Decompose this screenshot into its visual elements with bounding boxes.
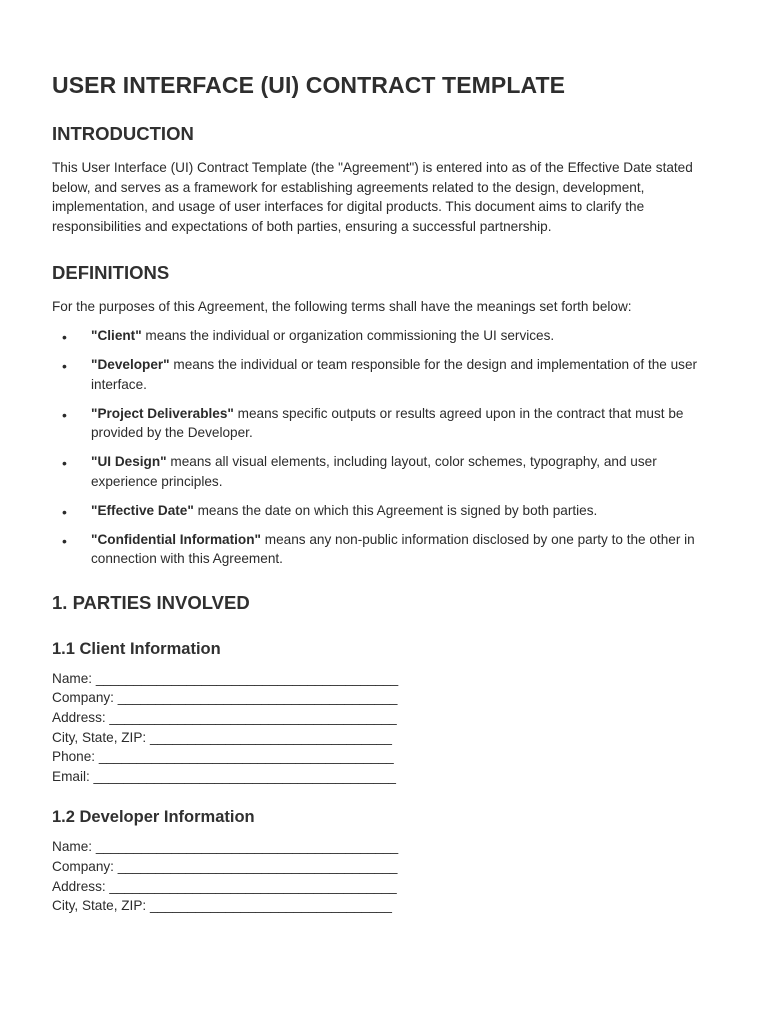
definition-text: means all visual elements, including layout, color schemes, typography, and user experience principles. [91, 454, 657, 489]
definitions-heading: DEFINITIONS [52, 262, 170, 284]
bullet-icon: • [62, 357, 67, 374]
developer-company-field[interactable]: Company: _____________________________________ [52, 859, 398, 875]
introduction-paragraph: This User Interface (UI) Contract Template (the "Agreement") is entered into as of the Effective Date stated below, and serves as a framework for establishing agreements related to the design, development, implementation, and usage of user interfaces for digital products. This document aims to clarify the responsibilities and expectations of both parties, ensuring a successful partnership. [52, 160, 693, 234]
developer-address-field[interactable]: Address: ______________________________________ [52, 878, 397, 894]
definition-text: means the individual or organization commissioning the UI services. [141, 327, 555, 343]
client-address-field[interactable]: Address: ______________________________________ [52, 710, 397, 726]
definition-text: means any non-public information disclosed by one party to the other in connection with this Agreement. [91, 531, 695, 567]
definition-item-ui-design [52, 452, 718, 491]
definitions-list [52, 326, 718, 569]
definition-item-effective-date [52, 501, 718, 521]
definition-text: means specific outputs or results agreed upon in the contract that must be provided by the Developer. [91, 405, 684, 441]
definition-text: means the date on which this Agreement is signed by both parties. [193, 502, 598, 518]
developer-info-heading: 1.2 Developer Information [52, 808, 255, 827]
client-company-field[interactable]: Company: _____________________________________ [52, 690, 398, 706]
document-title: USER INTERFACE (UI) CONTRACT TEMPLATE [52, 72, 566, 98]
definition-term: "Effective Date" [91, 502, 194, 518]
client-city-state-zip-field[interactable]: City, State, ZIP: ________________________________ [52, 729, 392, 745]
parties-heading: 1. PARTIES INVOLVED [52, 591, 250, 613]
definition-item-client [52, 326, 718, 346]
definition-item-confidential-information [52, 530, 718, 569]
client-info-fields [52, 669, 718, 787]
definition-term: "Project Deliverables" [91, 405, 234, 421]
definition-term: "Client" [91, 327, 142, 343]
definition-term: "UI Design" [91, 454, 167, 470]
bullet-icon: • [62, 328, 67, 345]
definitions-lead: For the purposes of this Agreement, the following terms shall have the meanings set forth below: [52, 299, 632, 315]
developer-name-field[interactable]: Name: ________________________________________ [52, 839, 399, 855]
definition-item-project-deliverables [52, 404, 718, 443]
client-phone-field[interactable]: Phone: _______________________________________ [52, 749, 394, 765]
developer-info-fields [52, 837, 718, 915]
bullet-icon: • [62, 503, 67, 520]
client-info-heading: 1.1 Client Information [52, 639, 221, 658]
client-name-field[interactable]: Name: ________________________________________ [52, 670, 399, 686]
definition-term: "Developer" [91, 356, 170, 372]
bullet-icon: • [62, 532, 67, 549]
bullet-icon: • [62, 455, 67, 472]
developer-city-state-zip-field[interactable]: City, State, ZIP: ________________________________ [52, 898, 392, 914]
definition-term: "Confidential Information" [91, 531, 261, 547]
bullet-icon: • [62, 406, 67, 423]
introduction-heading: INTRODUCTION [52, 123, 194, 144]
definition-item-developer [52, 355, 718, 394]
client-email-field[interactable]: Email: ________________________________________ [52, 768, 396, 784]
definition-text: means the individual or team responsible for the design and implementation of the user interface. [91, 356, 698, 392]
